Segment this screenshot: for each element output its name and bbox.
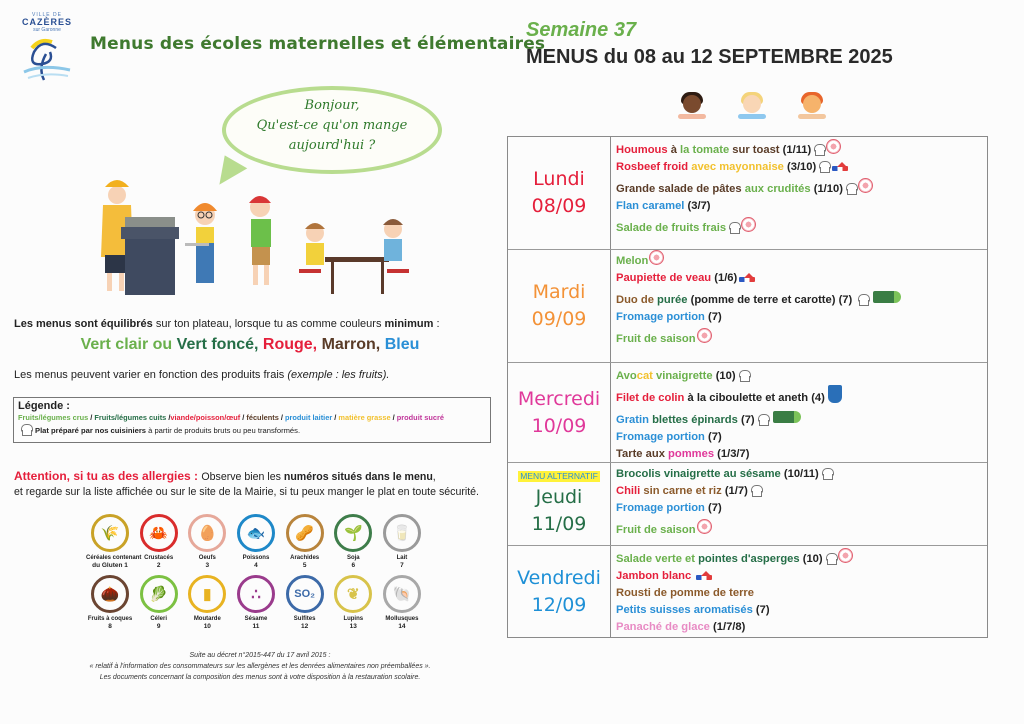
legend-separator: / [166, 413, 171, 422]
dish-text: (7) [708, 430, 722, 443]
dish-text: Fromage portion [616, 310, 708, 323]
eco-label-icon [873, 291, 901, 303]
dish-item [616, 180, 983, 197]
allergen-name: Oeufs [198, 555, 216, 561]
required-colors [0, 336, 500, 354]
celery-icon: 🥬 [140, 575, 178, 613]
week-number: Semaine 37 [526, 19, 637, 41]
day-row-jeudi [508, 462, 987, 545]
allergen-number: 4 [254, 562, 258, 569]
allergen-number: 8 [108, 623, 112, 630]
allergen-name: Crustacés [144, 555, 174, 561]
chef-hat-icon [750, 485, 762, 497]
dish-text: vinaigrette [656, 369, 716, 382]
day-date: 09/09 [531, 308, 587, 330]
dish-item [616, 584, 983, 601]
allergy-warning: Attention, si tu as des allergies : [14, 469, 202, 483]
legend-chef-bold: Plat préparé par nos cuisiniers [35, 425, 146, 435]
legend-chef-text: à partir de produits bruts ou peu transformés. [146, 425, 301, 435]
day-row-mercredi [508, 362, 987, 462]
legend-separator: / [88, 413, 95, 422]
dish-text: (10/11) [783, 467, 819, 480]
dish-text: (1/11) [782, 143, 812, 156]
menu-period-title: MENUS du 08 au 12 SEPTEMBRE 2025 [526, 46, 893, 68]
day-row-mardi [508, 249, 987, 362]
mustard-icon: ▮ [188, 575, 226, 613]
dish-item [616, 197, 983, 214]
allergen-name: Moutarde [193, 616, 221, 622]
dish-text: Houmous [616, 143, 671, 156]
dish-item [616, 252, 983, 269]
speech-bubble-text [222, 96, 442, 156]
city-logo [14, 12, 80, 88]
fish-icon: 🐟 [237, 514, 275, 552]
day-cell [508, 363, 611, 462]
day-name: Mercredi [517, 387, 601, 410]
allergens-row [86, 575, 426, 630]
dish-text: purée [657, 293, 691, 306]
dish-text: Melon [616, 254, 649, 267]
shell-icon: 🐚 [383, 575, 421, 613]
dish-item [616, 499, 983, 516]
dish-item [616, 308, 983, 325]
dining-table [299, 219, 409, 294]
allergen-name: Sulfites [293, 616, 316, 622]
decree-note [40, 650, 480, 683]
dish-item [616, 550, 983, 567]
allergen-item [329, 514, 377, 569]
dish-text: (1/3/7) [717, 447, 750, 460]
legend-category: viande/poisson/œuf [170, 413, 241, 422]
legend-chef-note [18, 424, 486, 436]
dish-text: sin carne et riz [643, 484, 725, 497]
allergen-number: 13 [349, 623, 357, 630]
day-cell [508, 250, 611, 362]
dish-text: blettes épinards [652, 413, 741, 426]
allergen-name: Fruits à coques [87, 616, 133, 622]
allergen-item [281, 514, 329, 569]
dish-item [616, 465, 983, 482]
dish-item [616, 158, 983, 175]
legend-category: Fruits/légumes crus [18, 413, 89, 422]
legend-categories [18, 413, 486, 422]
legend-separator: / [278, 413, 285, 422]
allergy-text-1: Observe bien les [201, 471, 284, 483]
allergens-grid [86, 514, 426, 636]
child-figure [249, 196, 271, 285]
allergen-item [183, 514, 231, 569]
kid-face-icon [738, 92, 766, 120]
dish-text: Brocolis vinaigrette au sésame [616, 467, 784, 480]
dish-text: pommes [668, 447, 718, 460]
dish-item [616, 482, 983, 499]
allergen-name: Lait [396, 555, 408, 561]
crab-icon: 🦀 [140, 514, 178, 552]
dish-text: cat [636, 369, 657, 382]
logo-line-2: CAZÈRES [21, 17, 72, 27]
serving-counter [121, 217, 179, 295]
day-cell [508, 137, 611, 249]
legend-category: produit laitier [285, 413, 333, 422]
dish-text: Paupiette de veau [616, 271, 715, 284]
kid-face-icon [678, 92, 706, 120]
allergy-notice [14, 469, 479, 500]
french-meat-label-icon [739, 273, 755, 283]
chef-hat-icon [857, 294, 869, 306]
homemade-seal-icon [838, 548, 853, 563]
dish-item [616, 428, 983, 445]
day-name: Mardi [532, 281, 586, 303]
dish-text: sur toast [732, 143, 783, 156]
dish-list [616, 141, 983, 236]
legend-separator: / [240, 413, 247, 422]
day-date: 08/09 [531, 195, 587, 217]
dish-text: Panaché de glace [616, 620, 714, 633]
legend-box [13, 397, 491, 443]
dish-text: (1/10) [813, 182, 843, 195]
vary-body: Les menus peuvent varier en fonction des produits frais [14, 369, 288, 381]
bubble-line-1: Bonjour, [304, 98, 360, 113]
dish-text: Jambon blanc [616, 569, 695, 582]
allergen-number: 2 [156, 562, 161, 569]
balance-end: : [433, 318, 440, 330]
nut-icon: 🌰 [91, 575, 129, 613]
dish-text: Rosbeef froid [616, 160, 692, 173]
dish-text: Fruit de saison [616, 523, 696, 536]
bubble-line-3: aujourd'hui ? [288, 138, 376, 153]
chef-hat-icon [757, 414, 769, 426]
day-name: Jeudi [535, 485, 583, 508]
color-word: Bleu [384, 336, 420, 353]
allergen-item [378, 514, 426, 569]
dish-text: (10) [715, 369, 736, 382]
dish-text: avec mayonnaise [691, 160, 787, 173]
cafeteria-illustration [95, 165, 415, 300]
lupin-icon: ❦ [334, 575, 372, 613]
dish-text: (7) [755, 603, 770, 616]
dish-item [616, 389, 983, 406]
sulfite-icon: SO₂ [286, 575, 324, 613]
allergen-name: Sésame [244, 616, 268, 622]
legend-category: féculents [246, 413, 279, 422]
french-meat-label-icon [832, 162, 848, 172]
allergen-name: Céleri [150, 616, 167, 622]
dish-text: (3/7) [687, 199, 711, 212]
dish-text: (7) [708, 310, 722, 323]
dish-text: (pomme de terre et carotte) (7) [690, 293, 856, 306]
dish-text: Duo de [616, 293, 658, 306]
chef-hat-icon [845, 183, 857, 195]
day-date: 10/09 [531, 414, 587, 437]
chef-hat-icon [20, 424, 32, 436]
dish-item [616, 269, 983, 286]
chef-hat-icon [825, 553, 837, 565]
dish-text: Avo [616, 369, 637, 382]
bubble-line-2: Qu'est-ce qu'on mange [256, 118, 408, 133]
decree-line-3: Les documents concernant la composition des menus sont à votre disposition à la restauration scolaire. [99, 674, 421, 681]
allergen-number: 14 [398, 623, 406, 630]
legend-category: produit sucré [396, 413, 444, 422]
legend-separator: / [390, 413, 397, 422]
logo-emblem-icon [22, 34, 72, 82]
allergen-number: 12 [301, 623, 309, 630]
dish-item [616, 601, 983, 618]
egg-icon: 🥚 [188, 514, 226, 552]
dish-item [616, 367, 983, 384]
homemade-seal-icon [697, 519, 712, 534]
allergen-item [281, 575, 329, 630]
homemade-seal-icon [741, 217, 756, 232]
dish-text: Petits suisses aromatisés [616, 603, 756, 616]
allergen-name: Poissons [242, 555, 270, 561]
dish-item [616, 445, 983, 462]
dish-text: (1/7/8) [713, 620, 746, 633]
dish-text: Fromage portion [616, 430, 708, 443]
kids-illustration [676, 92, 836, 122]
peanut-icon: 🥜 [286, 514, 324, 552]
weekly-menu-table [507, 136, 988, 638]
homemade-seal-icon [697, 328, 712, 343]
allergy-text-2: , [432, 471, 436, 483]
allergen-item [232, 514, 280, 569]
chef-hat-icon [818, 161, 830, 173]
allergen-number: 10 [203, 623, 211, 630]
alternative-menu-badge: MENU ALTERNATIF [520, 470, 598, 481]
dish-item [616, 219, 983, 236]
milk-icon: 🥛 [383, 514, 421, 552]
color-word: Vert clair ou [80, 336, 177, 353]
allergen-number: 9 [156, 623, 161, 630]
legend-separator: / [332, 413, 339, 422]
day-cell [508, 546, 611, 637]
kid-face-icon [798, 92, 826, 120]
allergy-line-2: et regarde sur la liste affichée ou sur le site de la Mairie, si tu peux manger le plat en toute sécurité. [14, 486, 480, 498]
chef-hat-icon [821, 468, 833, 480]
homemade-seal-icon [826, 139, 841, 154]
dish-list [616, 465, 983, 538]
allergen-item [135, 514, 183, 569]
dish-text: (10) [802, 552, 823, 565]
dish-item [616, 521, 983, 538]
dish-item [616, 291, 983, 308]
chef-hat-icon [728, 222, 740, 234]
dish-list [616, 550, 983, 635]
vary-example: (exemple : les fruits). [287, 369, 390, 381]
color-word: Vert foncé, [176, 336, 263, 353]
logo-line-1: VILLE DE [32, 12, 62, 18]
sesame-icon: ∴ [237, 575, 275, 613]
dish-text: Fruit de saison [616, 332, 696, 345]
dish-text: à [670, 143, 681, 156]
dish-item [616, 141, 983, 158]
allergen-name: Mollusques [385, 616, 419, 622]
allergen-number: 5 [302, 562, 307, 569]
school-title: Menus des écoles maternelles et élémentaires [90, 34, 546, 54]
dish-text: (3/10) [787, 160, 817, 173]
dish-text: Tarte aux [616, 447, 669, 460]
day-row-vendredi [508, 545, 987, 637]
soy-icon: 🌱 [334, 514, 372, 552]
allergen-item [329, 575, 377, 630]
allergen-item [378, 575, 426, 630]
day-cell [508, 463, 611, 545]
allergen-name: Arachides [290, 555, 320, 561]
dish-text: Rousti de pomme de terre [616, 586, 755, 599]
allergen-number: 11 [252, 623, 260, 630]
legend-category: Fruits/légumes cuits [94, 413, 167, 422]
legend-title: Légende : [18, 400, 70, 412]
dish-text: (1/6) [714, 271, 738, 284]
french-meat-label-icon [696, 571, 712, 581]
decree-line-2: « relatif à l'information des consommateurs sur les allergènes et les denrées alimentaires non préemballées ». [89, 663, 431, 670]
wheat-icon: 🌾 [91, 514, 129, 552]
dish-text: Grande salade de pâtes [616, 182, 745, 195]
day-name: Vendredi [517, 566, 601, 589]
child-figure [185, 203, 217, 283]
vary-text [14, 369, 389, 381]
dish-text: à la ciboulette et aneth (4) [687, 391, 825, 404]
logo-line-3: sur Garonne [33, 27, 61, 33]
day-name: Lundi [533, 168, 585, 190]
dish-text: aux crudités [744, 182, 814, 195]
dish-list [616, 367, 983, 462]
dish-text: la tomate [680, 143, 733, 156]
homemade-seal-icon [649, 250, 664, 265]
allergen-item [183, 575, 231, 630]
dish-text: Gratin [616, 413, 653, 426]
color-word: Marron, [321, 336, 385, 353]
balance-bold-2: minimum [384, 318, 434, 330]
allergen-name: Soja [346, 555, 360, 561]
day-date: 11/09 [531, 512, 587, 535]
day-row-lundi [508, 137, 987, 249]
color-word: Rouge, [262, 336, 322, 353]
chef-hat-icon [738, 370, 750, 382]
dish-item [616, 567, 983, 584]
homemade-seal-icon [858, 178, 873, 193]
dish-text: Salade verte et [616, 552, 699, 565]
dish-item [616, 411, 983, 428]
allergens-row [86, 514, 426, 569]
dish-text: Chili [616, 484, 644, 497]
allergen-item [232, 575, 280, 630]
dish-item [616, 618, 983, 635]
day-date: 12/09 [531, 593, 587, 616]
dish-text: (7) [740, 413, 755, 426]
allergen-number: 7 [400, 562, 404, 569]
decree-line-1: Suite au décret n°2015-447 du 17 avril 2015 : [189, 652, 331, 659]
balance-bold-1: Les menus sont équilibrés [14, 318, 153, 330]
dish-text: Flan caramel [616, 199, 688, 212]
allergen-name: Céréales contenant [86, 555, 142, 561]
dish-text: Filet de colin [616, 391, 688, 404]
dish-text: (7) [708, 501, 722, 514]
dish-text: Fromage portion [616, 501, 708, 514]
allergen-number: 3 [205, 562, 210, 569]
allergen-name: Lupins [343, 616, 364, 622]
allergen-item [86, 575, 134, 630]
balance-text [14, 318, 440, 330]
allergy-bold: numéros situés dans le menu [283, 471, 433, 483]
msc-fish-label-icon [828, 385, 842, 403]
dish-text: (1/7) [724, 484, 748, 497]
allergen-number: 6 [351, 562, 356, 569]
eco-label-icon [773, 411, 801, 423]
dish-text: Salade de fruits frais [616, 221, 727, 234]
balance-body: sur ton plateau, lorsque tu as comme couleurs [152, 318, 385, 330]
legend-category: matière grasse [338, 413, 391, 422]
chef-hat-icon [813, 144, 825, 156]
dish-list [616, 252, 983, 347]
dish-item [616, 330, 983, 347]
allergen-item [135, 575, 183, 630]
dish-text: pointes d'asperges [698, 552, 803, 565]
allergen-item [86, 514, 142, 569]
allergen-name-line-2: du Gluten 1 [92, 562, 128, 569]
